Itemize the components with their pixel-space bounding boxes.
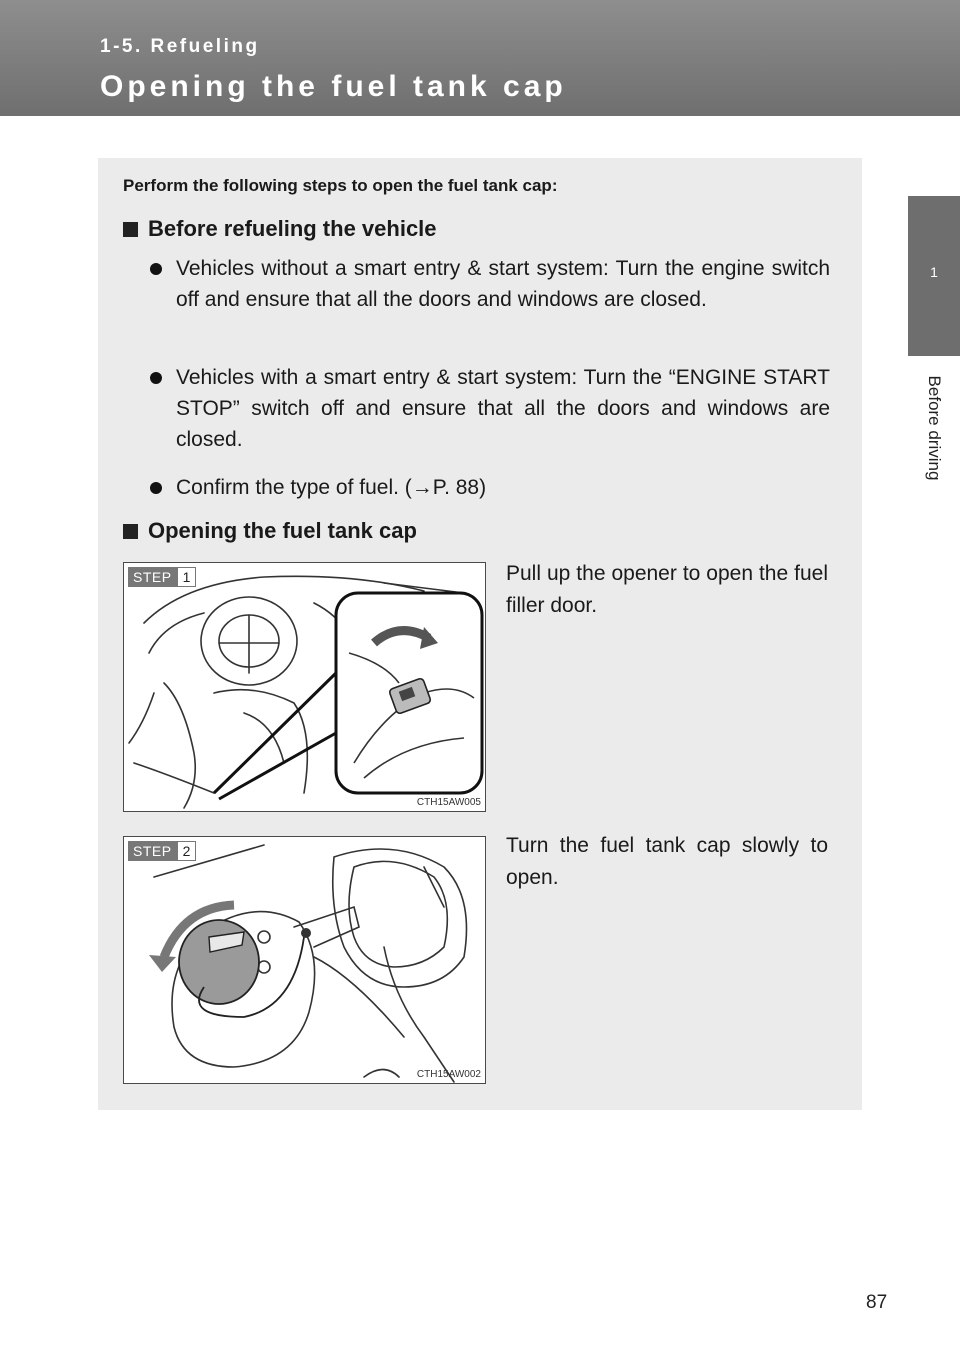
- subheading-text: Before refueling the vehicle: [148, 216, 437, 241]
- step-label: STEP: [128, 841, 177, 861]
- figure-code: CTH15AW002: [416, 1069, 481, 1080]
- fuel-cap-drawing: [124, 837, 486, 1084]
- step-badge: [128, 567, 196, 587]
- chapter-number: 1: [930, 264, 938, 280]
- bullet-icon: [150, 263, 162, 275]
- square-bullet-icon: [123, 524, 138, 539]
- list-item: [148, 253, 830, 315]
- step1-illustration: [123, 562, 486, 812]
- list-item: [148, 362, 830, 455]
- list-item: [148, 472, 830, 503]
- square-bullet-icon: [123, 222, 138, 237]
- step2-text: Turn the fuel tank cap slowly to open.: [506, 834, 828, 889]
- chapter-label: Before driving: [925, 375, 944, 481]
- step-number: 2: [177, 841, 197, 861]
- page-number: 87: [866, 1292, 888, 1313]
- page-title: Opening the fuel tank cap: [100, 70, 567, 103]
- subheading-opening-cap: [123, 518, 417, 544]
- step2-illustration: [123, 836, 486, 1084]
- chapter-tab: [908, 196, 960, 356]
- section-label: 1-5. Refueling: [100, 36, 260, 57]
- subheading-text: Opening the fuel tank cap: [148, 518, 417, 543]
- step-number: 1: [177, 567, 197, 587]
- list-item-text: Vehicles with a smart entry & start system: Turn the “ENGINE START STOP” switch off and ensure that all the doors and windows are closed.: [176, 366, 830, 451]
- list-item-text: Confirm the type of fuel. (→P. 88): [176, 476, 487, 499]
- figure-code: CTH15AW005: [416, 797, 481, 808]
- intro-text: Perform the following steps to open the fuel tank cap:: [123, 176, 558, 195]
- car-interior-drawing: [124, 563, 486, 812]
- step-badge: [128, 841, 196, 861]
- bullet-icon: [150, 372, 162, 384]
- bullet-icon: [150, 482, 162, 494]
- step-label: STEP: [128, 567, 177, 587]
- page-header: [0, 0, 960, 116]
- list-item-text: Vehicles without a smart entry & start system: Turn the engine switch off and ensure that all the doors and windows are closed.: [176, 257, 830, 311]
- step1-text: Pull up the opener to open the fuel filler door.: [506, 562, 828, 617]
- subheading-before-refueling: [123, 216, 437, 242]
